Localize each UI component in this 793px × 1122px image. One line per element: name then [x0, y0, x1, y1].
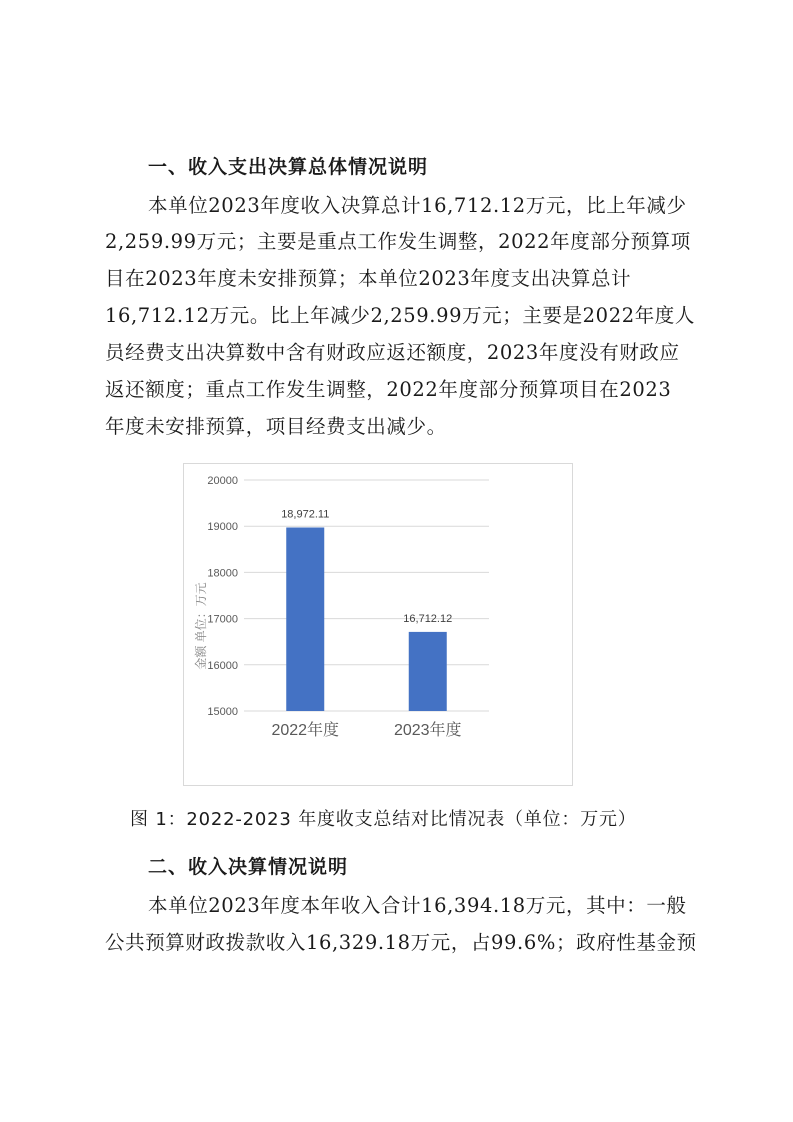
section1-heading: 一、收入支出决算总体情况说明 [148, 156, 429, 178]
y-tick-label: 15000 [207, 706, 238, 718]
x-category-label: 2023年度 [393, 722, 462, 739]
bar [286, 527, 324, 711]
y-tick-label: 19000 [207, 521, 238, 534]
paragraph-line: 本单位2023年度本年收入合计16,394.18万元，其中：一般 [148, 894, 687, 917]
data-label: 16,712.12 [403, 612, 453, 625]
data-label: 18,972.11 [281, 508, 330, 521]
paragraph-line: 目在2023年度未安排预算；本单位2023年度支出决算总计 [105, 267, 632, 290]
paragraph-line: 2,259.99万元；主要是重点工作发生调整，2022年度部分预算项 [105, 230, 691, 253]
y-tick-label: 18000 [207, 567, 238, 580]
bar [409, 632, 447, 711]
paragraph-line: 本单位2023年度收入决算总计16,712.12万元，比上年减少 [148, 194, 687, 217]
paragraph-line: 年度未安排预算，项目经费支出减少。 [105, 415, 447, 438]
y-axis-label: 金额 单位：万元 [194, 582, 208, 670]
bar-chart [184, 464, 572, 785]
y-tick-label: 20000 [207, 475, 238, 487]
x-category-label: 2022年度 [271, 722, 340, 739]
paragraph-line: 返还额度；重点工作发生调整，2022年度部分预算项目在2023 [105, 378, 672, 401]
y-tick-label: 17000 [207, 613, 238, 626]
section2-heading: 二、收入决算情况说明 [148, 856, 349, 878]
paragraph-line: 公共预算财政拨款收入16,329.18万元，占99.6%；政府性基金预 [105, 931, 697, 954]
y-tick-label: 16000 [207, 659, 238, 672]
paragraph-line: 员经费支出决算数中含有财政应返还额度，2023年度没有财政应 [105, 341, 680, 364]
paragraph-line: 16,712.12万元。比上年减少2,259.99万元；主要是2022年度人 [105, 304, 696, 327]
figure-caption: 图 1：2022-2023 年度收支总结对比情况表（单位：万元） [130, 809, 637, 830]
bar-chart-frame [183, 463, 573, 786]
